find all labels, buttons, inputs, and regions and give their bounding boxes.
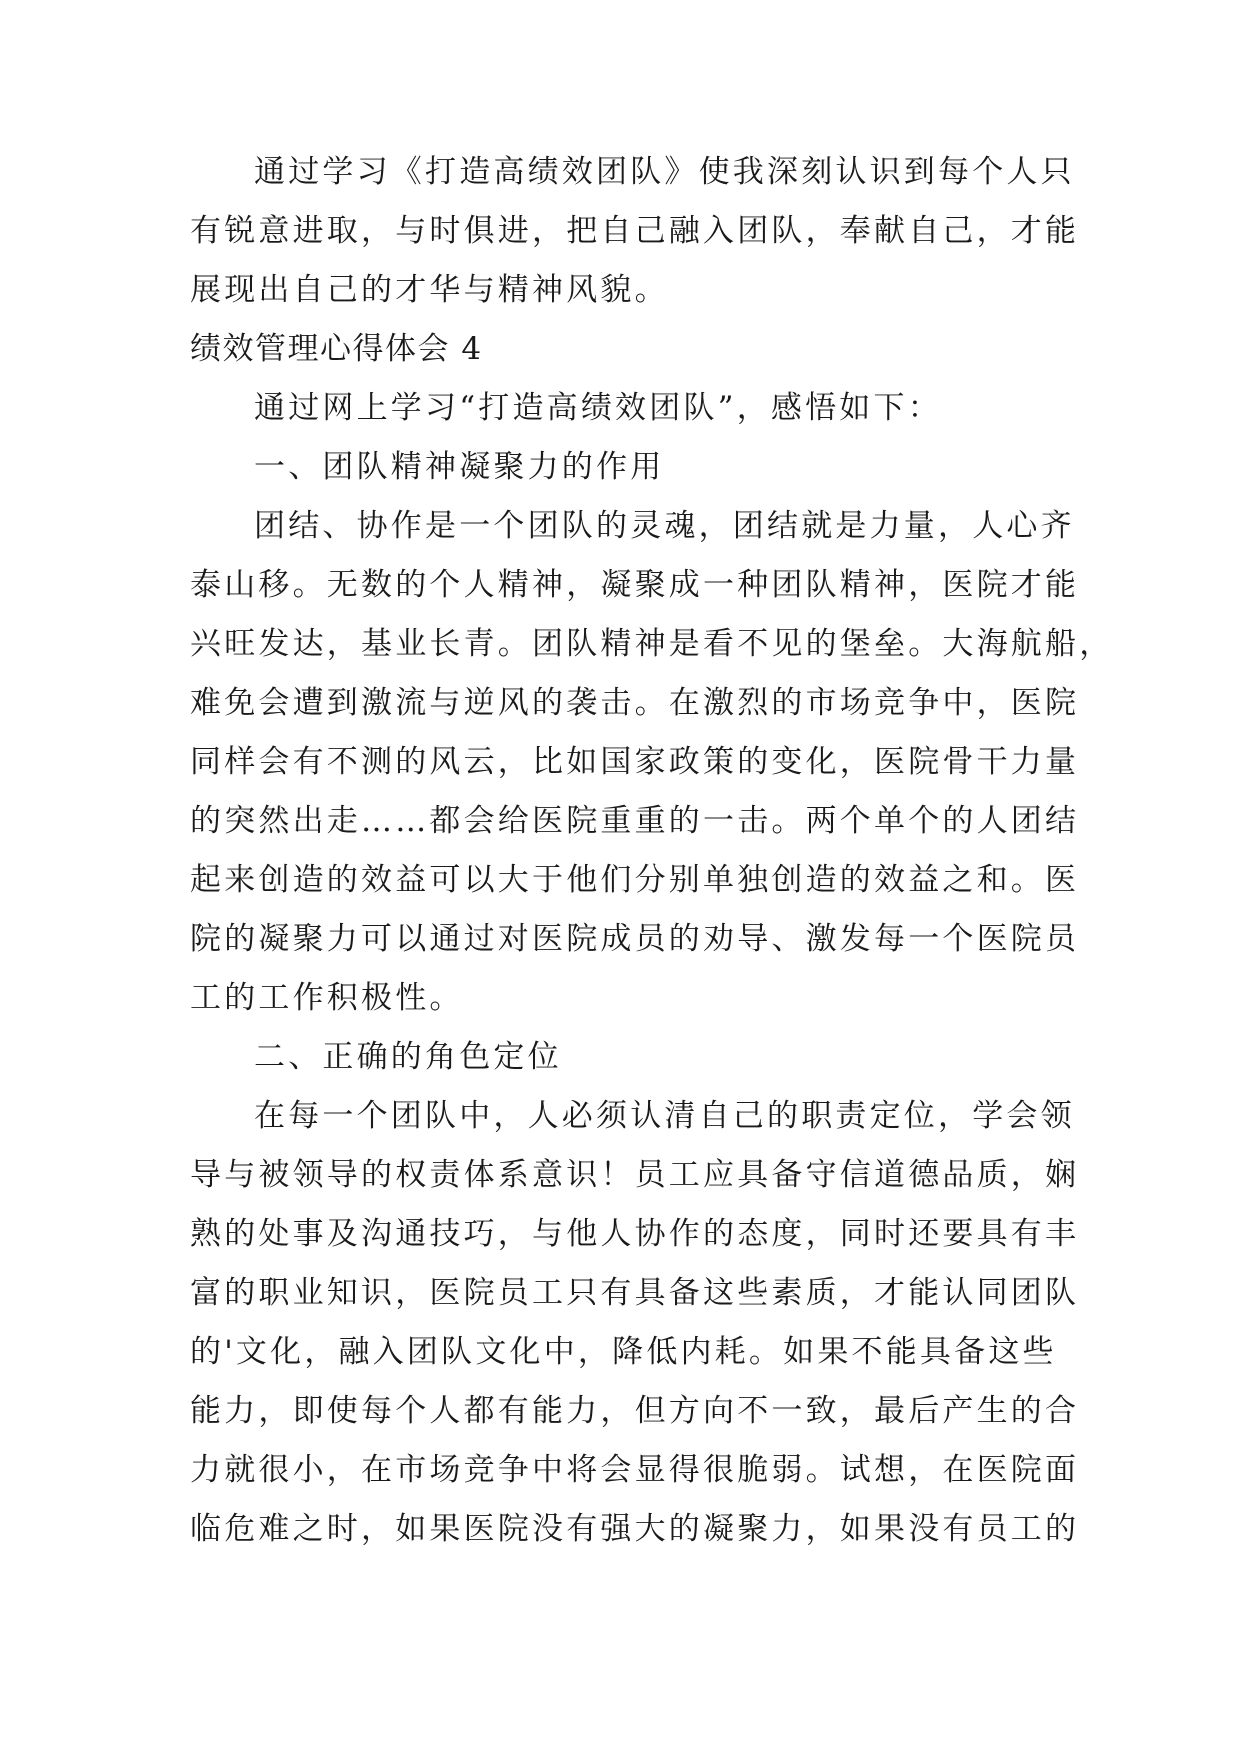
paragraph-line: 通过学习《打造高绩效团队》使我深刻认识到每个人只 [254,154,1075,190]
paragraph-line: 同样会有不测的风云，比如国家政策的变化，医院骨干力量 [190,744,1080,780]
paragraph-line: 有锐意进取，与时俱进，把自己融入团队，奉献自己，才能 [190,213,1080,249]
section-heading: 绩效管理心得体会 4 [190,331,483,367]
paragraph-line: 的突然出走……都会给医院重重的一击。两个单个的人团结 [190,803,1080,839]
paragraph-line: 能力，即使每个人都有能力，但方向不一致，最后产生的合 [190,1393,1080,1429]
subheading: 二、正确的角色定位 [254,1039,562,1075]
paragraph-line: 难免会遭到激流与逆风的袭击。在激烈的市场竞争中，医院 [190,685,1080,721]
paragraph-line: 泰山移。无数的个人精神，凝聚成一种团队精神，医院才能 [190,567,1080,603]
paragraph-line: 富的职业知识，医院员工只有具备这些素质，才能认同团队 [190,1275,1080,1311]
paragraph-line: 工的工作积极性。 [190,980,464,1016]
paragraph-line: 导与被领导的权责体系意识！员工应具备守信道德品质，娴 [190,1157,1080,1193]
paragraph-line: 在每一个团队中，人必须认清自己的职责定位，学会领 [254,1098,1075,1134]
paragraph-line: 临危难之时，如果医院没有强大的凝聚力，如果没有员工的 [190,1511,1080,1547]
paragraph-line: 兴旺发达，基业长青。团队精神是看不见的堡垒。大海航船， [190,626,1114,662]
paragraph-line: 起来创造的效益可以大于他们分别单独创造的效益之和。医 [190,862,1080,898]
paragraph-line: 力就很小，在市场竞争中将会显得很脆弱。试想，在医院面 [190,1452,1080,1488]
paragraph-line: 通过网上学习“打造高绩效团队”，感悟如下： [254,390,942,426]
paragraph-line: 团结、协作是一个团队的灵魂，团结就是力量，人心齐 [254,508,1075,544]
paragraph-line: 的'文化，融入团队文化中，降低内耗。如果不能具备这些 [190,1334,1057,1370]
paragraph-line: 院的凝聚力可以通过对医院成员的劝导、激发每一个医院员 [190,921,1080,957]
subheading: 一、团队精神凝聚力的作用 [254,449,665,485]
paragraph-line: 展现出自己的才华与精神风貌。 [190,272,669,308]
paragraph-line: 熟的处事及沟通技巧，与他人协作的态度，同时还要具有丰 [190,1216,1080,1252]
